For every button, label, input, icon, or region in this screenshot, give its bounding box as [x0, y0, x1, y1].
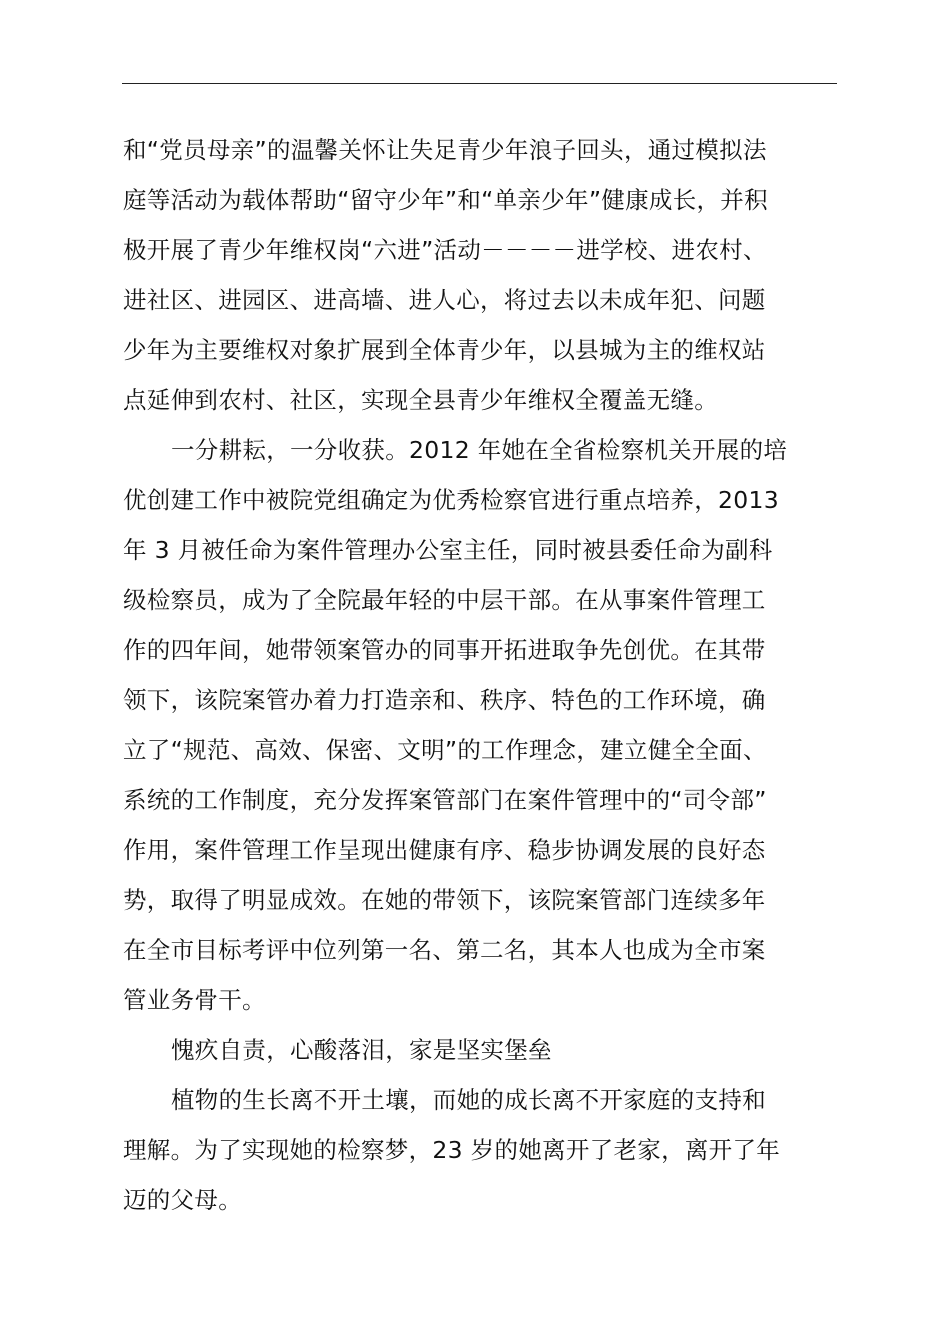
text-line: 势，取得了明显成效。在她的带领下，该院案管部门连续多年 — [123, 886, 766, 914]
text-line: 系统的工作制度，充分发挥案管部门在案件管理中的“司令部” — [123, 786, 767, 814]
text-line: 在全市目标考评中位列第一名、第二名，其本人也成为全市案 — [123, 936, 766, 964]
text-line: 立了“规范、高效、保密、文明”的工作理念，建立健全全面、 — [123, 736, 767, 764]
text-line: 少年为主要维权对象扩展到全体青少年，以县城为主的维权站 — [123, 336, 766, 364]
text-line: 进社区、进园区、进高墙、进人心，将过去以未成年犯、问题 — [123, 286, 766, 314]
text-line: 领下，该院案管办着力打造亲和、秩序、特色的工作环境，确 — [123, 686, 766, 714]
text-line: 级检察员，成为了全院最年轻的中层干部。在从事案件管理工 — [123, 586, 766, 614]
text-line: 理解。为了实现她的检察梦，23 岁的她离开了老家，离开了年 — [123, 1136, 781, 1164]
header-rule — [122, 83, 837, 84]
paragraph-first-line: 植物的生长离不开土壤，而她的成长离不开家庭的支持和 — [171, 1086, 766, 1114]
text-line: 庭等活动为载体帮助“留守少年”和“单亲少年”健康成长，并积 — [123, 186, 768, 214]
text-line: 迈的父母。 — [123, 1186, 242, 1214]
text-line: 管业务骨干。 — [123, 986, 266, 1014]
text-line: 和“党员母亲”的温馨关怀让失足青少年浪子回头，通过模拟法 — [123, 136, 767, 164]
text-line: 作用，案件管理工作呈现出健康有序、稳步协调发展的良好态 — [123, 836, 766, 864]
text-line: 年 3 月被任命为案件管理办公室主任，同时被县委任命为副科 — [123, 536, 773, 564]
text-line: 点延伸到农村、社区，实现全县青少年维权全覆盖无缝。 — [123, 386, 718, 414]
paragraph-first-line: 一分耕耘，一分收获。2012 年她在全省检察机关开展的培 — [171, 436, 788, 464]
text-line: 极开展了青少年维权岗“六进”活动－－－－进学校、进农村、 — [123, 236, 767, 264]
section-heading: 愧疚自责，心酸落泪，家是坚实堡垒 — [171, 1036, 552, 1064]
text-line: 作的四年间，她带领案管办的同事开拓进取争先创优。在其带 — [123, 636, 766, 664]
body-text — [123, 125, 838, 1225]
text-line: 优创建工作中被院党组确定为优秀检察官进行重点培养，2013 — [123, 486, 780, 514]
